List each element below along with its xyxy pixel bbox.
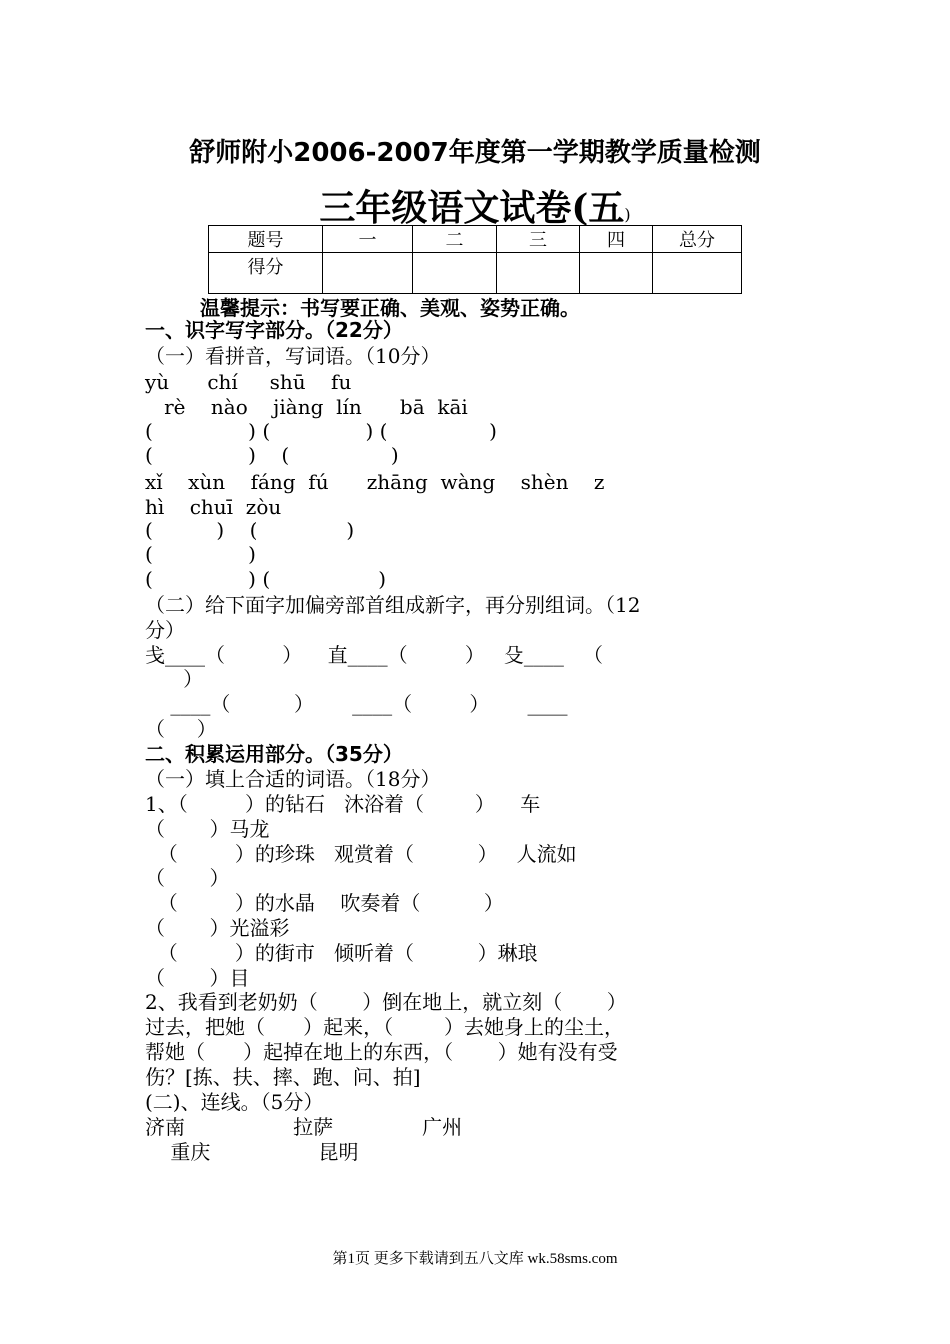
score-header-cell: 一 bbox=[323, 226, 413, 253]
exam-header-title: 舒师附小2006-2007年度第一学期教学质量检测 bbox=[189, 138, 761, 168]
score-table bbox=[208, 225, 742, 294]
answer-blank-line[interactable]: ( ) ( ) ( ) bbox=[145, 419, 497, 443]
answer-blank-line[interactable]: （ ）马龙 bbox=[145, 817, 270, 841]
matching-line[interactable]: 济南 拉萨 广州 bbox=[145, 1115, 463, 1139]
question-line: （一）填上合适的词语。（18分） bbox=[145, 767, 441, 791]
answer-blank-line[interactable]: ____（ ） ____（ ） ____ bbox=[145, 692, 568, 716]
pinyin-line: xǐ xùn fáng fú zhāng wàng shèn z bbox=[145, 470, 605, 494]
answer-blank-line[interactable]: 戋____（ ） 直____（ ） 殳____ （ bbox=[145, 643, 604, 667]
score-header-cell: 三 bbox=[497, 226, 580, 253]
score-header-cell: 总分 bbox=[653, 226, 742, 253]
answer-blank-line[interactable]: （ ）目 bbox=[145, 966, 250, 990]
score-cell[interactable] bbox=[323, 253, 413, 294]
answer-blank-line[interactable]: ( ) ( ) bbox=[145, 518, 355, 542]
pinyin-line: rè nào jiàng lín bā kāi bbox=[145, 395, 468, 419]
answer-blank-line[interactable]: ( ) ( ) bbox=[145, 443, 399, 467]
score-cell[interactable] bbox=[653, 253, 742, 294]
pinyin-line: yù chí shū fu bbox=[145, 370, 352, 394]
matching-line[interactable]: 重庆 昆明 bbox=[145, 1140, 359, 1164]
answer-blank-line[interactable]: ） bbox=[145, 667, 204, 691]
question-line: (二)、连线。（5分） bbox=[145, 1090, 324, 1114]
answer-blank-line[interactable]: （ ）光溢彩 bbox=[145, 916, 290, 940]
answer-blank-line[interactable]: ( ) bbox=[145, 542, 256, 566]
exam-paper-title bbox=[0, 180, 950, 231]
score-cell[interactable] bbox=[413, 253, 497, 294]
exam-paper-title-tail: ) bbox=[624, 205, 631, 224]
score-header-cell: 题号 bbox=[209, 226, 323, 253]
question-line: 伤？[拣、扶、摔、跑、问、拍] bbox=[145, 1065, 421, 1089]
answer-blank-line[interactable]: 1、（ ）的钻石 沐浴着（ ） 车 bbox=[145, 792, 541, 816]
answer-blank-line[interactable]: 帮她（ ）起掉在地上的东西，（ ）她有没有受 bbox=[145, 1040, 618, 1064]
section-heading: 一、识字写字部分。（22分） bbox=[145, 318, 403, 342]
answer-blank-line[interactable]: （ ） bbox=[145, 717, 217, 741]
question-line: （一）看拼音，写词语。（10分） bbox=[145, 344, 441, 368]
answer-blank-line[interactable]: （ ）的水晶 吹奏着（ ） bbox=[145, 891, 504, 915]
answer-blank-line[interactable]: （ ） bbox=[145, 866, 230, 890]
score-header-cell: 四 bbox=[580, 226, 653, 253]
question-line: （二）给下面字加偏旁部首组成新字，再分别组词。（12 bbox=[145, 593, 641, 617]
tip-text: 温馨提示：书写要正确、美观、姿势正确。 bbox=[200, 296, 580, 320]
answer-blank-line[interactable]: 2、我看到老奶奶（ ）倒在地上，就立刻（ ） bbox=[145, 990, 627, 1014]
answer-blank-line[interactable]: 过去，把她（ ）起来，（ ）去她身上的尘土， bbox=[145, 1015, 625, 1039]
section-heading: 二、积累运用部分。（35分） bbox=[145, 742, 403, 766]
score-row-label: 得分 bbox=[209, 253, 323, 294]
question-line: 分） bbox=[145, 618, 185, 642]
answer-blank-line[interactable]: （ ）的珍珠 观赏着（ ） 人流如 bbox=[145, 842, 577, 866]
score-header-cell: 二 bbox=[413, 226, 497, 253]
answer-blank-line[interactable]: （ ）的街市 倾听着（ ）琳琅 bbox=[145, 941, 538, 965]
pinyin-line: hì chuī zòu bbox=[145, 495, 282, 519]
page-footer: 第1页 更多下载请到五八文库 wk.58sms.com bbox=[332, 1251, 618, 1267]
score-cell[interactable] bbox=[497, 253, 580, 294]
score-cell[interactable] bbox=[580, 253, 653, 294]
answer-blank-line[interactable]: ( ) ( ) bbox=[145, 567, 387, 591]
exam-paper-title-main: 三年级语文试卷(五 bbox=[319, 187, 625, 229]
